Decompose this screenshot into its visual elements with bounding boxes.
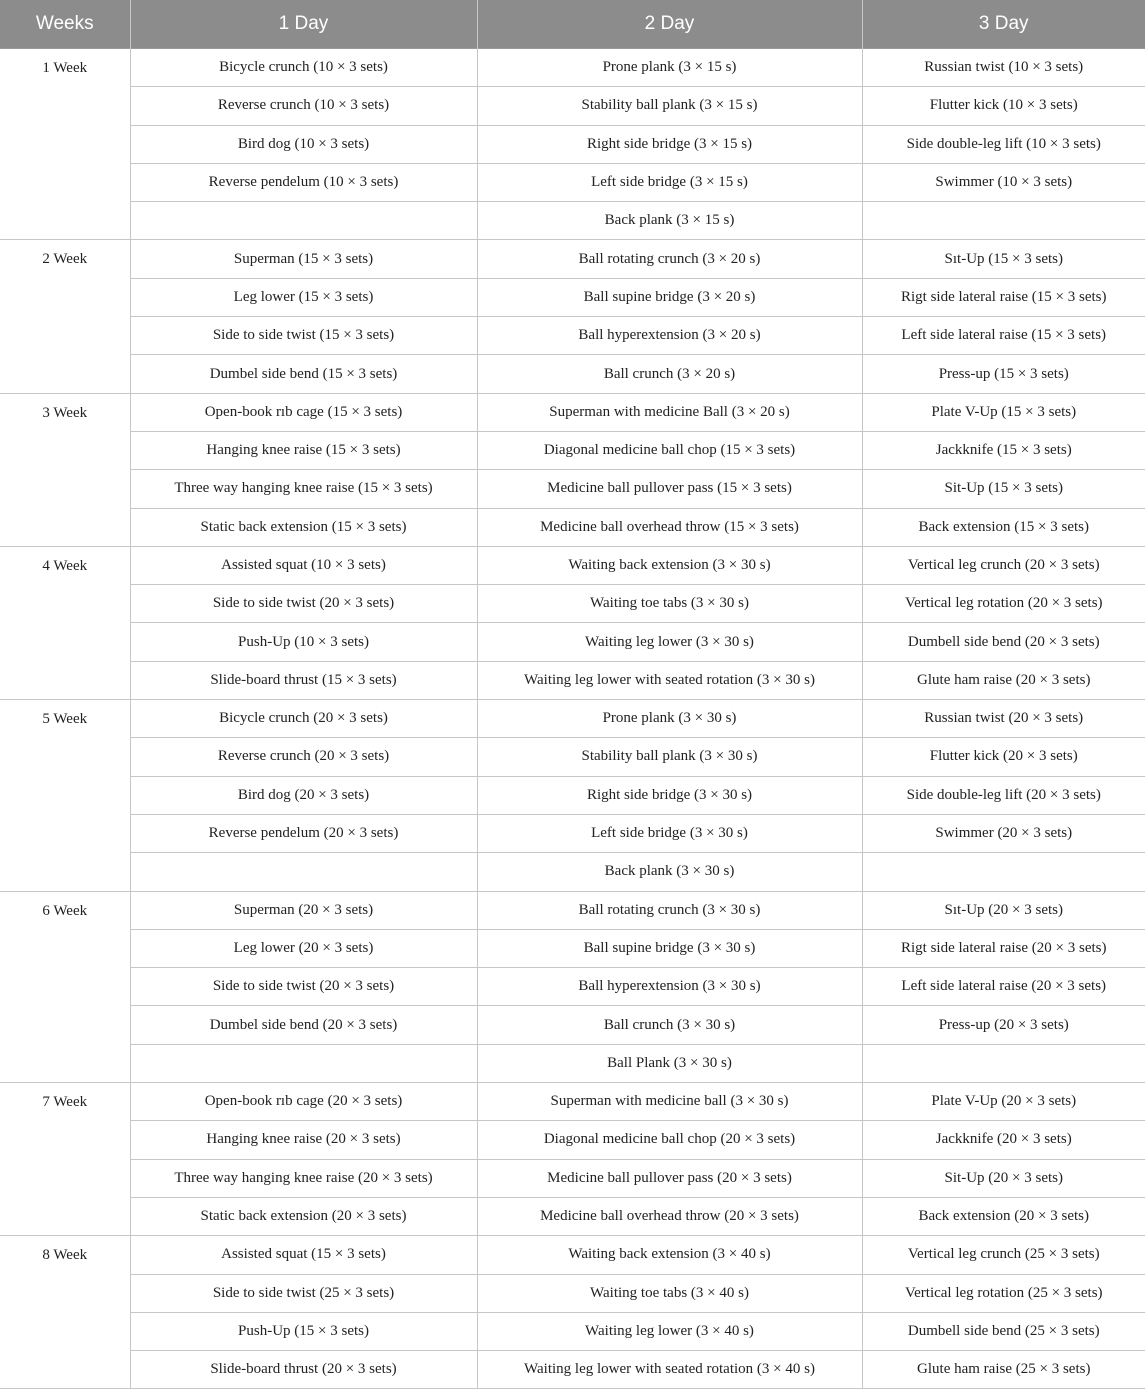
exercise-cell-day-1: Dumbel side bend (15 × 3 sets) [130, 355, 477, 393]
exercise-cell-day-1: Bicycle crunch (10 × 3 sets) [130, 49, 477, 87]
exercise-cell-day-2: Left side bridge (3 × 15 s) [477, 163, 862, 201]
table-row [0, 87, 1145, 125]
exercise-cell-day-1 [130, 202, 477, 240]
exercise-cell-day-2: Waiting back extension (3 × 30 s) [477, 546, 862, 584]
exercise-cell-day-1: Side to side twist (15 × 3 sets) [130, 317, 477, 355]
exercise-cell-day-3: Left side lateral raise (15 × 3 sets) [862, 317, 1145, 355]
exercise-cell-day-3: Press-up (20 × 3 sets) [862, 1006, 1145, 1044]
exercise-cell-day-3: Back extension (15 × 3 sets) [862, 508, 1145, 546]
exercise-cell-day-1: Reverse pendelum (10 × 3 sets) [130, 163, 477, 201]
exercise-cell-day-1 [130, 1044, 477, 1082]
exercise-cell-day-1: Push-Up (15 × 3 sets) [130, 1312, 477, 1350]
exercise-cell-day-1: Superman (15 × 3 sets) [130, 240, 477, 278]
table-row [0, 853, 1145, 891]
exercise-cell-day-1: Bird dog (10 × 3 sets) [130, 125, 477, 163]
exercise-cell-day-1: Assisted squat (15 × 3 sets) [130, 1236, 477, 1274]
table-row [0, 1312, 1145, 1350]
exercise-cell-day-2: Waiting toe tabs (3 × 40 s) [477, 1274, 862, 1312]
table-row [0, 355, 1145, 393]
exercise-cell-day-2: Waiting leg lower (3 × 30 s) [477, 623, 862, 661]
exercise-cell-day-1: Open-book rıb cage (20 × 3 sets) [130, 1083, 477, 1121]
exercise-cell-day-2: Waiting leg lower (3 × 40 s) [477, 1312, 862, 1350]
exercise-cell-day-1: Hanging knee raise (20 × 3 sets) [130, 1121, 477, 1159]
exercise-cell-day-3: Glute ham raise (20 × 3 sets) [862, 661, 1145, 699]
exercise-cell-day-2: Ball hyperextension (3 × 20 s) [477, 317, 862, 355]
exercise-cell-day-2: Ball supine bridge (3 × 20 s) [477, 278, 862, 316]
exercise-cell-day-3: Press-up (15 × 3 sets) [862, 355, 1145, 393]
exercise-cell-day-2: Ball supine bridge (3 × 30 s) [477, 929, 862, 967]
header-day-1: 1 Day [130, 0, 477, 49]
table-row [0, 125, 1145, 163]
table-row [0, 1236, 1145, 1274]
header-row [0, 0, 1145, 49]
exercise-cell-day-1: Slide-board thrust (20 × 3 sets) [130, 1351, 477, 1389]
exercise-cell-day-3: Jackknife (20 × 3 sets) [862, 1121, 1145, 1159]
table-row [0, 1159, 1145, 1197]
exercise-cell-day-2: Ball crunch (3 × 20 s) [477, 355, 862, 393]
table-row [0, 1044, 1145, 1082]
exercise-cell-day-3: Jackknife (15 × 3 sets) [862, 431, 1145, 469]
table-row [0, 776, 1145, 814]
week-label: 4 Week [0, 546, 130, 699]
exercise-cell-day-3: Vertical leg crunch (25 × 3 sets) [862, 1236, 1145, 1274]
exercise-cell-day-2: Back plank (3 × 30 s) [477, 853, 862, 891]
table-row [0, 278, 1145, 316]
exercise-cell-day-2: Stability ball plank (3 × 30 s) [477, 738, 862, 776]
header-weeks: Weeks [0, 0, 130, 49]
exercise-cell-day-3: Plate V-Up (20 × 3 sets) [862, 1083, 1145, 1121]
exercise-cell-day-2: Right side bridge (3 × 15 s) [477, 125, 862, 163]
table-row [0, 661, 1145, 699]
exercise-cell-day-3: Plate V-Up (15 × 3 sets) [862, 393, 1145, 431]
table-row [0, 49, 1145, 87]
exercise-cell-day-1: Push-Up (10 × 3 sets) [130, 623, 477, 661]
table-row [0, 1083, 1145, 1121]
header-day-2: 2 Day [477, 0, 862, 49]
exercise-cell-day-2: Diagonal medicine ball chop (15 × 3 sets) [477, 431, 862, 469]
table-row [0, 1197, 1145, 1235]
table-row [0, 1006, 1145, 1044]
exercise-cell-day-1: Static back extension (15 × 3 sets) [130, 508, 477, 546]
week-label: 8 Week [0, 1236, 130, 1389]
header-day-3: 3 Day [862, 0, 1145, 49]
table-row [0, 738, 1145, 776]
exercise-cell-day-1: Open-book rıb cage (15 × 3 sets) [130, 393, 477, 431]
exercise-cell-day-1: Reverse crunch (10 × 3 sets) [130, 87, 477, 125]
exercise-cell-day-1: Three way hanging knee raise (15 × 3 sets) [130, 470, 477, 508]
exercise-cell-day-3: Swimmer (10 × 3 sets) [862, 163, 1145, 201]
exercise-cell-day-3: Flutter kick (10 × 3 sets) [862, 87, 1145, 125]
exercise-cell-day-3: Sit-Up (15 × 3 sets) [862, 470, 1145, 508]
exercise-cell-day-1: Reverse crunch (20 × 3 sets) [130, 738, 477, 776]
exercise-cell-day-2: Waiting back extension (3 × 40 s) [477, 1236, 862, 1274]
exercise-cell-day-1: Hanging knee raise (15 × 3 sets) [130, 431, 477, 469]
exercise-cell-day-2: Left side bridge (3 × 30 s) [477, 814, 862, 852]
exercise-cell-day-3: Rigt side lateral raise (15 × 3 sets) [862, 278, 1145, 316]
table-row [0, 240, 1145, 278]
exercise-cell-day-1: Reverse pendelum (20 × 3 sets) [130, 814, 477, 852]
week-label: 3 Week [0, 393, 130, 546]
exercise-cell-day-1: Side to side twist (20 × 3 sets) [130, 968, 477, 1006]
exercise-cell-day-3 [862, 202, 1145, 240]
week-label: 1 Week [0, 49, 130, 240]
table-row [0, 585, 1145, 623]
exercise-cell-day-3: Russian twist (20 × 3 sets) [862, 700, 1145, 738]
exercise-cell-day-3: Glute ham raise (25 × 3 sets) [862, 1351, 1145, 1389]
exercise-cell-day-3: Sıt-Up (20 × 3 sets) [862, 891, 1145, 929]
exercise-cell-day-3: Rigt side lateral raise (20 × 3 sets) [862, 929, 1145, 967]
exercise-cell-day-2: Ball rotating crunch (3 × 30 s) [477, 891, 862, 929]
exercise-cell-day-1: Dumbel side bend (20 × 3 sets) [130, 1006, 477, 1044]
exercise-cell-day-3 [862, 1044, 1145, 1082]
table-body [0, 49, 1145, 1389]
table-row [0, 700, 1145, 738]
exercise-cell-day-3: Swimmer (20 × 3 sets) [862, 814, 1145, 852]
exercise-cell-day-1: Side to side twist (25 × 3 sets) [130, 1274, 477, 1312]
exercise-cell-day-1: Static back extension (20 × 3 sets) [130, 1197, 477, 1235]
exercise-cell-day-2: Waiting leg lower with seated rotation (3 × 40 s) [477, 1351, 862, 1389]
exercise-cell-day-2: Ball hyperextension (3 × 30 s) [477, 968, 862, 1006]
week-label: 6 Week [0, 891, 130, 1082]
exercise-cell-day-3: Flutter kick (20 × 3 sets) [862, 738, 1145, 776]
exercise-cell-day-2: Superman with medicine Ball (3 × 20 s) [477, 393, 862, 431]
table-row [0, 470, 1145, 508]
exercise-cell-day-2: Prone plank (3 × 15 s) [477, 49, 862, 87]
table-row [0, 393, 1145, 431]
exercise-cell-day-1: Slide-board thrust (15 × 3 sets) [130, 661, 477, 699]
exercise-cell-day-3: Back extension (20 × 3 sets) [862, 1197, 1145, 1235]
exercise-cell-day-3 [862, 853, 1145, 891]
exercise-cell-day-2: Superman with medicine ball (3 × 30 s) [477, 1083, 862, 1121]
table-row [0, 929, 1145, 967]
table-row [0, 968, 1145, 1006]
exercise-cell-day-2: Diagonal medicine ball chop (20 × 3 sets) [477, 1121, 862, 1159]
table-row [0, 317, 1145, 355]
exercise-cell-day-2: Back plank (3 × 15 s) [477, 202, 862, 240]
exercise-cell-day-1 [130, 853, 477, 891]
exercise-cell-day-3: Left side lateral raise (20 × 3 sets) [862, 968, 1145, 1006]
exercise-cell-day-2: Medicine ball overhead throw (15 × 3 sets) [477, 508, 862, 546]
table-row [0, 546, 1145, 584]
table-row [0, 1121, 1145, 1159]
table-header [0, 0, 1145, 49]
exercise-cell-day-1: Assisted squat (10 × 3 sets) [130, 546, 477, 584]
table-row [0, 431, 1145, 469]
exercise-cell-day-1: Side to side twist (20 × 3 sets) [130, 585, 477, 623]
week-label: 2 Week [0, 240, 130, 393]
exercise-cell-day-2: Ball Plank (3 × 30 s) [477, 1044, 862, 1082]
exercise-cell-day-1: Leg lower (20 × 3 sets) [130, 929, 477, 967]
exercise-cell-day-2: Stability ball plank (3 × 15 s) [477, 87, 862, 125]
exercise-cell-day-2: Waiting toe tabs (3 × 30 s) [477, 585, 862, 623]
table-row [0, 623, 1145, 661]
exercise-cell-day-2: Ball crunch (3 × 30 s) [477, 1006, 862, 1044]
table-row [0, 163, 1145, 201]
table-row [0, 508, 1145, 546]
exercise-cell-day-1: Superman (20 × 3 sets) [130, 891, 477, 929]
week-label: 7 Week [0, 1083, 130, 1236]
exercise-cell-day-3: Dumbell side bend (20 × 3 sets) [862, 623, 1145, 661]
table-row [0, 1351, 1145, 1389]
table-row [0, 814, 1145, 852]
exercise-cell-day-3: Side double-leg lift (10 × 3 sets) [862, 125, 1145, 163]
exercise-cell-day-2: Right side bridge (3 × 30 s) [477, 776, 862, 814]
exercise-cell-day-3: Sit-Up (20 × 3 sets) [862, 1159, 1145, 1197]
table-row [0, 202, 1145, 240]
exercise-cell-day-2: Ball rotating crunch (3 × 20 s) [477, 240, 862, 278]
exercise-cell-day-2: Medicine ball pullover pass (20 × 3 sets) [477, 1159, 862, 1197]
exercise-cell-day-2: Medicine ball overhead throw (20 × 3 sets) [477, 1197, 862, 1235]
exercise-cell-day-3: Vertical leg crunch (20 × 3 sets) [862, 546, 1145, 584]
exercise-cell-day-1: Bird dog (20 × 3 sets) [130, 776, 477, 814]
exercise-cell-day-3: Vertical leg rotation (20 × 3 sets) [862, 585, 1145, 623]
exercise-cell-day-3: Sıt-Up (15 × 3 sets) [862, 240, 1145, 278]
table-row [0, 1274, 1145, 1312]
exercise-cell-day-2: Prone plank (3 × 30 s) [477, 700, 862, 738]
exercise-cell-day-2: Waiting leg lower with seated rotation (3 × 30 s) [477, 661, 862, 699]
week-label: 5 Week [0, 700, 130, 891]
exercise-cell-day-1: Three way hanging knee raise (20 × 3 sets) [130, 1159, 477, 1197]
table-row [0, 891, 1145, 929]
exercise-cell-day-3: Vertical leg rotation (25 × 3 sets) [862, 1274, 1145, 1312]
exercise-cell-day-3: Side double-leg lift (20 × 3 sets) [862, 776, 1145, 814]
exercise-cell-day-1: Bicycle crunch (20 × 3 sets) [130, 700, 477, 738]
exercise-cell-day-1: Leg lower (15 × 3 sets) [130, 278, 477, 316]
exercise-cell-day-2: Medicine ball pullover pass (15 × 3 sets) [477, 470, 862, 508]
exercise-cell-day-3: Russian twist (10 × 3 sets) [862, 49, 1145, 87]
exercise-cell-day-3: Dumbell side bend (25 × 3 sets) [862, 1312, 1145, 1350]
